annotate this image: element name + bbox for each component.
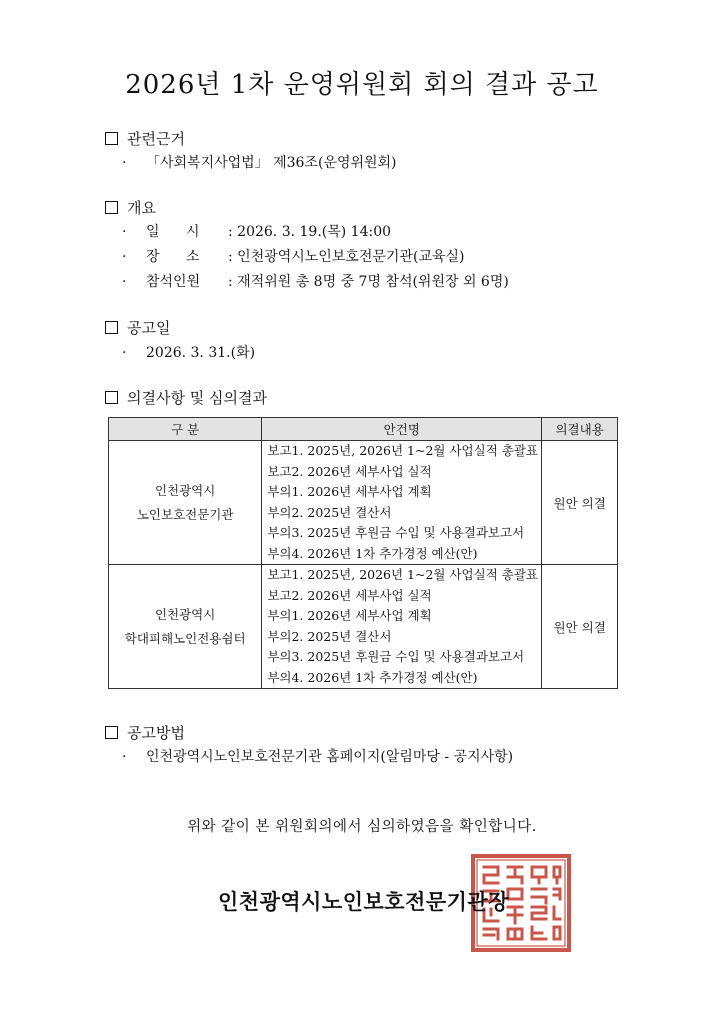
bullet-icon: · [122, 224, 127, 240]
column-header-category: 구 분 [109, 418, 262, 441]
overview-place-value: : 인천광역시노인보호전문기관(교육실) [228, 249, 465, 265]
agenda-items-cell [262, 565, 542, 689]
agenda-item: 부의2. 2025년 결산서 [267, 628, 392, 644]
agenda-item: 보고2. 2026년 세부사업 실적 [267, 587, 432, 603]
confirmation-statement: 위와 같이 본 위원회의에서 심의하였음을 확인합니다. [187, 819, 537, 835]
section-basis-heading [105, 128, 185, 149]
section-basis-title: 관련근거 [127, 130, 185, 148]
agenda-item: 부의1. 2026년 세부사업 계획 [267, 484, 432, 499]
decision-cell: 원안 의결 [542, 565, 618, 689]
group-name-line: 인천광역시 [154, 482, 216, 498]
overview-date-label: 일 시 [146, 224, 200, 240]
section-notice-date-heading [105, 317, 170, 338]
group-name-cell [109, 441, 262, 565]
overview-date-row [122, 221, 391, 241]
section-resolutions-heading [105, 387, 267, 408]
table-row [109, 565, 618, 689]
checkbox-square-icon [105, 132, 118, 145]
agenda-item: 부의2. 2025년 결산서 [267, 504, 392, 520]
signer-name: 인천광역시노인보호전문기관장 [218, 889, 510, 914]
bullet-icon: · [122, 155, 127, 171]
column-header-decision: 의결내용 [542, 418, 618, 441]
notice-date-value: 2026. 3. 31.(화) [146, 345, 256, 361]
table-header-row [109, 418, 618, 441]
agenda-item: 부의4. 2026년 1차 추가경정 예산(안) [267, 545, 478, 561]
agenda-item: 부의3. 2025년 후원금 수입 및 사용결과보고서 [267, 525, 525, 540]
checkbox-square-icon [105, 201, 118, 214]
agenda-items-cell [262, 441, 542, 565]
checkbox-square-icon [105, 321, 118, 334]
section-overview-heading [105, 197, 156, 218]
agenda-item: 보고2. 2026년 세부사업 실적 [267, 463, 432, 479]
overview-place-label: 장 소 [146, 249, 200, 265]
overview-attend-row [122, 271, 509, 291]
section-notice-date-title: 공고일 [127, 319, 171, 337]
bullet-icon: · [122, 749, 127, 765]
checkbox-square-icon [105, 726, 118, 739]
bullet-icon: · [122, 345, 127, 361]
agenda-item: 보고1. 2025년, 2026년 1~2월 사업실적 총괄표 [267, 443, 538, 458]
section-method-title: 공고방법 [127, 724, 185, 742]
agenda-item: 부의3. 2025년 후원금 수입 및 사용결과보고서 [267, 649, 525, 664]
bullet-icon: · [122, 249, 127, 265]
overview-place-row [122, 246, 464, 266]
basis-item [122, 152, 397, 172]
overview-attend-value: : 재적위원 총 8명 중 7명 참석(위원장 외 6명) [228, 274, 509, 290]
overview-attend-label: 참석인원 [146, 274, 201, 290]
notice-date-item [122, 342, 255, 362]
resolutions-table [108, 417, 618, 689]
agenda-item: 부의1. 2026년 세부사업 계획 [267, 608, 432, 623]
agenda-item: 보고1. 2025년, 2026년 1~2월 사업실적 총괄표 [267, 567, 538, 582]
bullet-icon: · [122, 274, 127, 290]
group-name-line: 인천광역시 [154, 606, 216, 622]
checkbox-square-icon [105, 391, 118, 404]
section-method-heading [105, 722, 185, 743]
group-name-line: 노인보호전문기관 [136, 506, 234, 522]
group-name-cell [109, 565, 262, 689]
group-name-line: 학대피해노인전용쉼터 [124, 630, 246, 646]
document-title: 2026년 1차 운영위원회 회의 결과 공고 [125, 70, 599, 100]
basis-item-text: 「사회복지사업법」 제36조(운영위원회) [146, 155, 397, 171]
decision-cell: 원안 의결 [542, 441, 618, 565]
method-item-text: 인천광역시노인보호전문기관 홈페이지(알림마당 - 공지사항) [146, 749, 514, 765]
section-resolutions-title: 의결사항 및 심의결과 [127, 389, 267, 407]
column-header-agenda: 안건명 [262, 418, 542, 441]
overview-date-value: : 2026. 3. 19.(목) 14:00 [228, 224, 392, 240]
section-overview-title: 개요 [127, 199, 156, 217]
agenda-item: 부의4. 2026년 1차 추가경정 예산(안) [267, 669, 478, 685]
table-row [109, 441, 618, 565]
method-item [122, 746, 513, 766]
